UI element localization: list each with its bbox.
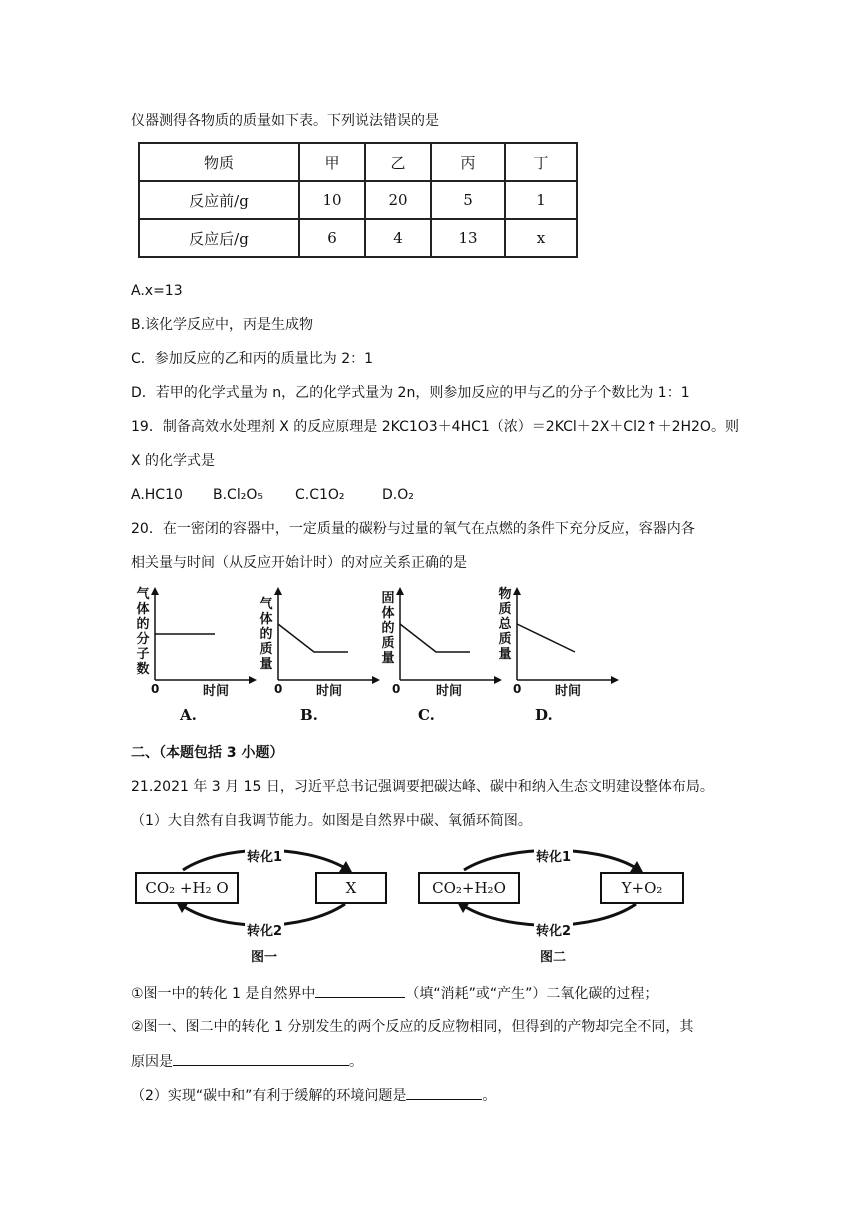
graph-a-ylabel: 气体的分子数 (136, 587, 150, 677)
q19-option: B.Cl₂O₅ (213, 487, 263, 503)
q21-part2-prefix: （2）实现“碳中和”有利于缓解的环境问题是 (131, 1088, 407, 1104)
graph-d-caption: D. (535, 706, 553, 724)
figure-1-caption: 图一 (251, 950, 278, 965)
table-header-cell: 丙 (431, 143, 505, 181)
graph-b-xlabel: 时间 (316, 684, 343, 699)
q19-option: A.HC10 (131, 487, 183, 503)
q18-option-a: A.x=13 (131, 283, 183, 299)
table-cell: 5 (431, 181, 505, 219)
table-cell: 1 (505, 181, 577, 219)
q18-option-c: C．参加反应的乙和丙的质量比为 2：1 (131, 351, 374, 367)
table-header-cell: 物质 (139, 143, 299, 181)
q18-option-b: B.该化学反应中，丙是生成物 (131, 317, 314, 333)
graph-a-plot (133, 585, 263, 730)
table-cell: 6 (299, 219, 365, 257)
graph-c-ylabel: 固体的质量 (381, 591, 395, 666)
graph-c-xlabel: 时间 (436, 684, 463, 699)
figure-2-top-label: 转化1 (534, 846, 573, 865)
table-header-cell: 甲 (299, 143, 365, 181)
graph-a-origin: 0 (151, 682, 160, 696)
graph-c-line (400, 624, 470, 652)
graph-d-xlabel: 时间 (555, 684, 582, 699)
q21-sub2-line2 (131, 1051, 363, 1072)
graph-d (495, 585, 625, 730)
q19-line1: 19．制备高效水处理剂 X 的反应原理是 2KC1O3＋4HC1（浓）＝2KCl＋2X＋Cl2↑＋2H2O。则 (131, 419, 739, 435)
table-cell: 反应前/g (139, 181, 299, 219)
q21-sub2-prefix: 原因是 (131, 1054, 173, 1070)
table-cell: 反应后/g (139, 219, 299, 257)
table-cell: 10 (299, 181, 365, 219)
q21-sub2-suffix: 。 (349, 1054, 363, 1070)
q21-line1: 21.2021 年 3 月 15 日，习近平总书记强调要把碳达峰、碳中和纳入生态文明建设整体布局。 (131, 779, 714, 795)
q21-part2 (131, 1085, 496, 1106)
table-cell: x (505, 219, 577, 257)
table-cell: 20 (365, 181, 431, 219)
graph-d-plot (495, 585, 625, 730)
q19-option: C.C1O₂ (295, 487, 345, 503)
q19-options (131, 485, 414, 505)
graph-d-ylabel: 物质总质量 (498, 587, 512, 662)
graph-c-origin: 0 (392, 682, 401, 696)
table-cell: 4 (365, 219, 431, 257)
table-cell: 13 (431, 219, 505, 257)
graph-c (378, 585, 508, 730)
figure-1-bottom-label: 转化2 (245, 920, 284, 939)
graph-a (133, 585, 263, 730)
q19-option: D.O₂ (382, 487, 414, 503)
q21-part1: （1）大自然有自我调节能力。如图是自然界中碳、氧循环简图。 (131, 813, 532, 829)
section-2-heading: 二、（本题包括 3 小题） (131, 745, 284, 761)
q20-line2: 相关量与时间（从反应开始计时）的对应关系正确的是 (131, 555, 467, 571)
answer-blank-2[interactable] (173, 1051, 349, 1066)
graph-b-origin: 0 (274, 682, 283, 696)
graph-b-line (278, 624, 348, 652)
figure-2-right-box: Y+O₂ (600, 872, 684, 904)
graph-c-plot (378, 585, 508, 730)
graph-d-line (517, 624, 575, 652)
q20-line1: 20．在一密闭的容器中，一定质量的碳粉与过量的氧气在点燃的条件下充分反应，容器内各 (131, 521, 695, 537)
mass-table (138, 142, 578, 258)
graph-a-caption: A. (180, 706, 197, 724)
table-row (139, 219, 577, 257)
graph-c-caption: C. (418, 706, 435, 724)
answer-blank-3[interactable] (406, 1085, 482, 1100)
answer-blank-1[interactable] (315, 983, 405, 998)
table-header-row (139, 143, 577, 181)
graph-d-origin: 0 (513, 682, 522, 696)
figure-2-left-box: CO₂+H₂O (418, 872, 520, 904)
figure-1-left-box: CO₂ +H₂ O (135, 872, 239, 904)
q18-option-d: D．若甲的化学式量为 n，乙的化学式量为 2n，则参加反应的甲与乙的分子个数比为 1：1 (131, 385, 690, 401)
figure-2 (416, 842, 688, 972)
figure-2-bottom-label: 转化2 (534, 920, 573, 939)
graph-b-plot (256, 585, 386, 730)
figure-1-top-label: 转化1 (245, 846, 284, 865)
table-row (139, 181, 577, 219)
figure-1-right-box: X (315, 872, 387, 904)
figure-1 (133, 842, 395, 972)
graph-b (256, 585, 386, 730)
q21-part2-suffix: 。 (482, 1088, 497, 1104)
q21-sub1-suffix: （填“消耗”或“产生”）二氧化碳的过程； (405, 986, 659, 1002)
q21-sub2-line1: ②图一、图二中的转化 1 分别发生的两个反应的反应物相同，但得到的产物却完全不同，其 (131, 1019, 694, 1035)
graph-a-xlabel: 时间 (203, 684, 230, 699)
figure-2-caption: 图二 (540, 950, 567, 965)
graph-b-caption: B. (300, 706, 318, 724)
graph-b-ylabel: 气体的质量 (259, 597, 273, 672)
q21-sub1-prefix: ①图一中的转化 1 是自然界中 (131, 986, 316, 1002)
q19-line2: X 的化学式是 (131, 453, 216, 469)
table-header-cell: 丁 (505, 143, 577, 181)
table-header-cell: 乙 (365, 143, 431, 181)
q21-sub1 (131, 983, 658, 1004)
q18-intro: 仪器测得各物质的质量如下表。下列说法错误的是 (131, 113, 439, 129)
